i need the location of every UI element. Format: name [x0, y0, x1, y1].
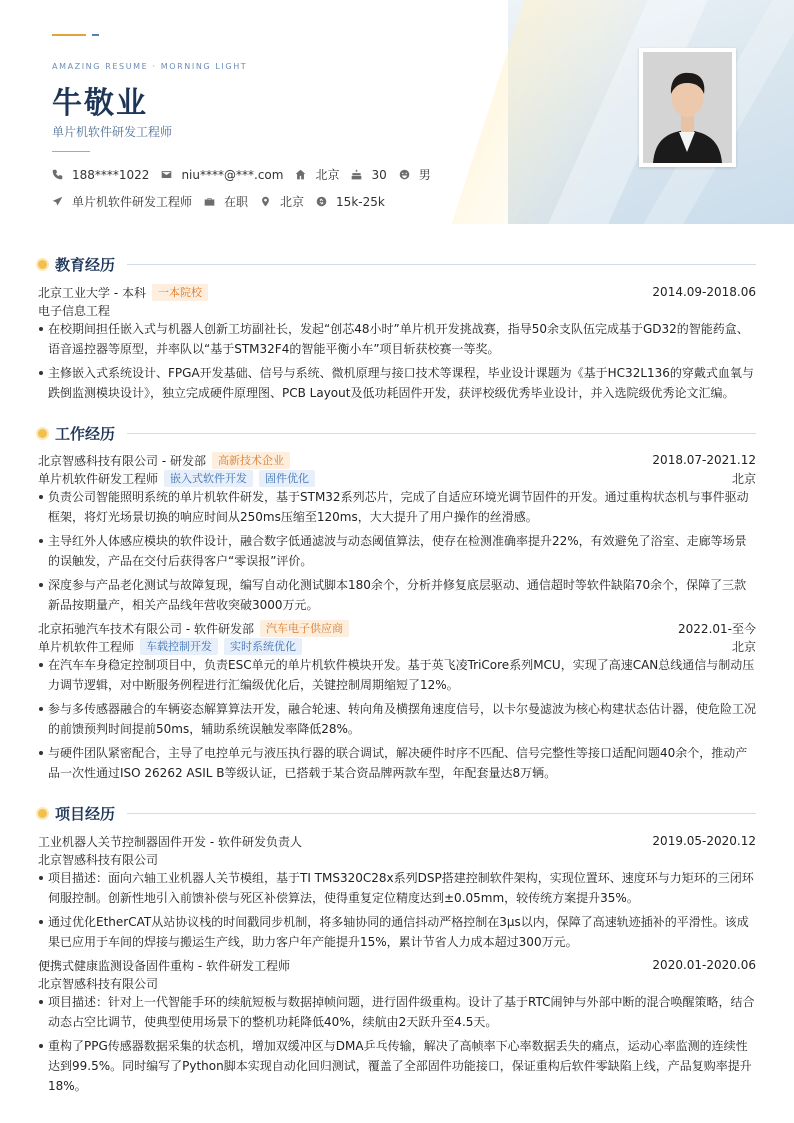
job-city: 北京: [731, 639, 756, 654]
mail-icon: [161, 169, 172, 180]
project-bullets: [38, 868, 756, 956]
resume-tagline: AMAZING RESUME · MORNING LIGHT: [52, 62, 248, 71]
section-rule: [127, 433, 756, 434]
home-value: 北京: [315, 168, 340, 182]
skill-tag: 实时系统优化: [224, 638, 302, 655]
list-item: 主导红外人体感应模块的软件设计，融合数字低通滤波与动态阈值算法，使存在检测准确率提升22%，有效避免了浴室、走廊等场景的误触发，产品在交付后获得客户“零误报”评价。: [38, 531, 756, 571]
email-item: [161, 168, 283, 182]
location-pin-icon: [260, 196, 271, 207]
salary-value: 15k-25k: [336, 194, 385, 209]
skill-tag: 嵌入式软件开发: [164, 470, 253, 487]
candidate-name: 牛敬业: [52, 86, 148, 121]
cake-icon: [351, 169, 362, 180]
list-item: 项目描述：针对上一代智能手环的续航短板与数据掉帧问题，进行固件级重构。设计了基于RTC闹钟与外部中断的混合唤醒策略，结合动态占空比调节，使典型使用场景下的整机功耗降低40%，续航由2天跃升至4.5天。: [38, 992, 756, 1032]
list-item: 在校期间担任嵌入式与机器人创新工坊副社长，发起“创芯48小时”单片机开发挑战赛，指导50余支队伍完成基于GD32的智能药盒、语音遥控器等原型，并率队以“基于STM32F4的智能平衡小车”项目斩获校赛一等奖。: [38, 319, 756, 359]
section-rule: [127, 813, 756, 814]
project-company: 北京智感科技有限公司: [38, 852, 159, 867]
list-item: 负责公司智能照明系统的单片机软件研发，基于STM32系列芯片，完成了自适应环境光调节固件的开发。通过重构状态机与事件驱动框架，将灯光场景切换的响应时间从250ms压缩至120ms，大大提升了用户操作的丝滑感。: [38, 487, 756, 527]
intent-row: [52, 193, 397, 210]
education-date: 2014.09-2018.06: [652, 285, 756, 299]
project-date: 2020.01-2020.06: [652, 958, 756, 972]
company-name: 北京拓驰汽车技术有限公司 - 软件研发部: [38, 621, 254, 636]
job-city: 北京: [731, 471, 756, 486]
candidate-title: 单片机软件研发工程师: [52, 125, 173, 139]
list-item: 深度参与产品老化测试与故障复现，编写自动化测试脚本180余个，分析并修复底层驱动、通信超时等软件缺陷70余个，保障了三款新品按期量产，相关产品线年营收突破3000万元。: [38, 575, 756, 615]
project-company-line: [38, 974, 756, 992]
briefcase-icon: [204, 196, 215, 207]
money-icon: [316, 196, 327, 207]
section-dot-icon: [38, 260, 47, 269]
major-name: 电子信息工程: [38, 303, 111, 318]
profile-photo-frame: [639, 48, 736, 167]
home-item: [295, 166, 339, 183]
phone-icon: [52, 169, 63, 180]
section-dot-icon: [38, 429, 47, 438]
profile-photo: [643, 52, 732, 163]
list-item: 在汽车车身稳定控制项目中，负责ESC单元的单片机软件模块开发。基于英飞凌TriCore系列MCU，实现了高速CAN总线通信与制动压力调节逻辑，对中断服务例程进行汇编级优化后，关键控制周期缩短了12%。: [38, 655, 756, 695]
list-item: 通过优化EtherCAT从站协议栈的时间戳同步机制，将多轴协同的通信抖动严格控制在3μs以内，保障了高速轨迹插补的平滑性。该成果已应用于车间的焊接与搬运生产线，助力客户年产能提升15%，累计节省人力成本超过300万元。: [38, 912, 756, 952]
project-date: 2019.05-2020.12: [652, 834, 756, 848]
education-bullets: [38, 319, 756, 407]
target-job-item: [52, 193, 192, 210]
job-date: 2022.01-至今: [678, 621, 756, 636]
list-item: 与硬件团队紧密配合，主导了电控单元与液压执行器的联合调试，解决硬件时序不匹配、信号完整性等接口适配问题40余个，推动产品一次性通过ISO 26262 ASIL B等级认证，已搭载于某合资品牌两款车型，年配套量达8万辆。: [38, 743, 756, 783]
divider: [52, 151, 90, 152]
gender-item: [399, 166, 431, 183]
section-dot-icon: [38, 809, 47, 818]
education-major-line: [38, 301, 756, 319]
school-tag: 一本院校: [152, 284, 208, 301]
skill-tag: 固件优化: [259, 470, 315, 487]
phone-item: [52, 168, 149, 182]
salary-item: [316, 195, 385, 209]
target-job-value: 单片机软件研发工程师: [72, 195, 193, 209]
company-name: 北京智感科技有限公司 - 研发部: [38, 453, 206, 468]
skill-tag: 车载控制开发: [140, 638, 218, 655]
project-title: 工业机器人关节控制器固件开发 - 软件研发负责人: [38, 834, 302, 849]
decorative-lines: [52, 34, 99, 36]
school-name: 北京工业大学 - 本科: [38, 285, 146, 300]
job-position-line: [38, 637, 756, 655]
age-item: [351, 168, 386, 182]
status-item: [204, 193, 248, 210]
project-entry-header: [38, 956, 756, 974]
gender-value: 男: [418, 168, 431, 182]
section-title: 项目经历: [55, 805, 116, 823]
work-section-header: [38, 423, 756, 444]
smile-icon: [399, 169, 410, 180]
send-icon: [52, 196, 63, 207]
job-position: 单片机软件研发工程师: [38, 471, 159, 486]
job-position-line: [38, 469, 756, 487]
target-city-value: 北京: [280, 195, 305, 209]
section-title: 工作经历: [55, 425, 116, 443]
email-value: niu****@***.com: [181, 167, 284, 182]
list-item: 参与多传感器融合的车辆姿态解算算法开发，融合轮速、转向角及横摆角速度信号，以卡尔曼滤波为核心构建状态估计器，使危险工况的前馈预判时间提前50ms，辅助系统误触发率降低28%。: [38, 699, 756, 739]
job-date: 2018.07-2021.12: [652, 453, 756, 467]
phone-value: 188****1022: [72, 167, 150, 182]
target-city-item: [260, 193, 304, 210]
contact-row: [52, 166, 443, 183]
job-bullets: [38, 655, 756, 787]
job-entry-header: [38, 619, 756, 637]
person-avatar-icon: [643, 52, 732, 163]
list-item: 项目描述：面向六轴工业机器人关节模组，基于TI TMS320C28x系列DSP搭建控制软件架构，实现位置环、速度环与力矩环的三闭环伺服控制。创新性地引入前馈补偿与死区补偿算法，使得重复定位精度达到±0.05mm，较传统方案提升35%。: [38, 868, 756, 908]
job-bullets: [38, 487, 756, 619]
resume-header: [0, 0, 794, 224]
list-item: 主修嵌入式系统设计、FPGA开发基础、信号与系统、微机原理与接口技术等课程，毕业设计课题为《基于HC32L136的穿戴式血氧与跌倒监测模块设计》，独立完成硬件原理图、PCB Layout及低功耗固件开发，获评校级优秀毕业设计，并入选院级优秀论文汇编。: [38, 363, 756, 403]
status-value: 在职: [224, 195, 249, 209]
company-tag: 汽车电子供应商: [260, 620, 349, 637]
project-title: 便携式健康监测设备固件重构 - 软件研发工程师: [38, 958, 290, 973]
job-position: 单片机软件工程师: [38, 639, 135, 654]
job-entry-header: [38, 451, 756, 469]
project-company: 北京智感科技有限公司: [38, 976, 159, 991]
project-bullets: [38, 992, 756, 1100]
education-entry-header: [38, 283, 756, 301]
age-value: 30: [371, 167, 387, 182]
education-section-header: [38, 254, 756, 275]
section-title: 教育经历: [55, 256, 116, 274]
projects-section-header: [38, 803, 756, 824]
company-tag: 高新技术企业: [212, 452, 290, 469]
project-entry-header: [38, 832, 756, 850]
project-company-line: [38, 850, 756, 868]
list-item: 重构了PPG传感器数据采集的状态机，增加双缓冲区与DMA乒乓传输，解决了高帧率下心率数据丢失的痛点，运动心率监测的连续性达到99.5%。同时编写了Python脚本实现自动化回归测试，覆盖了全部固件功能接口，保证重构后软件零缺陷上线，产品复购率提升18%。: [38, 1036, 756, 1096]
home-icon: [295, 169, 306, 180]
section-rule: [127, 264, 756, 265]
